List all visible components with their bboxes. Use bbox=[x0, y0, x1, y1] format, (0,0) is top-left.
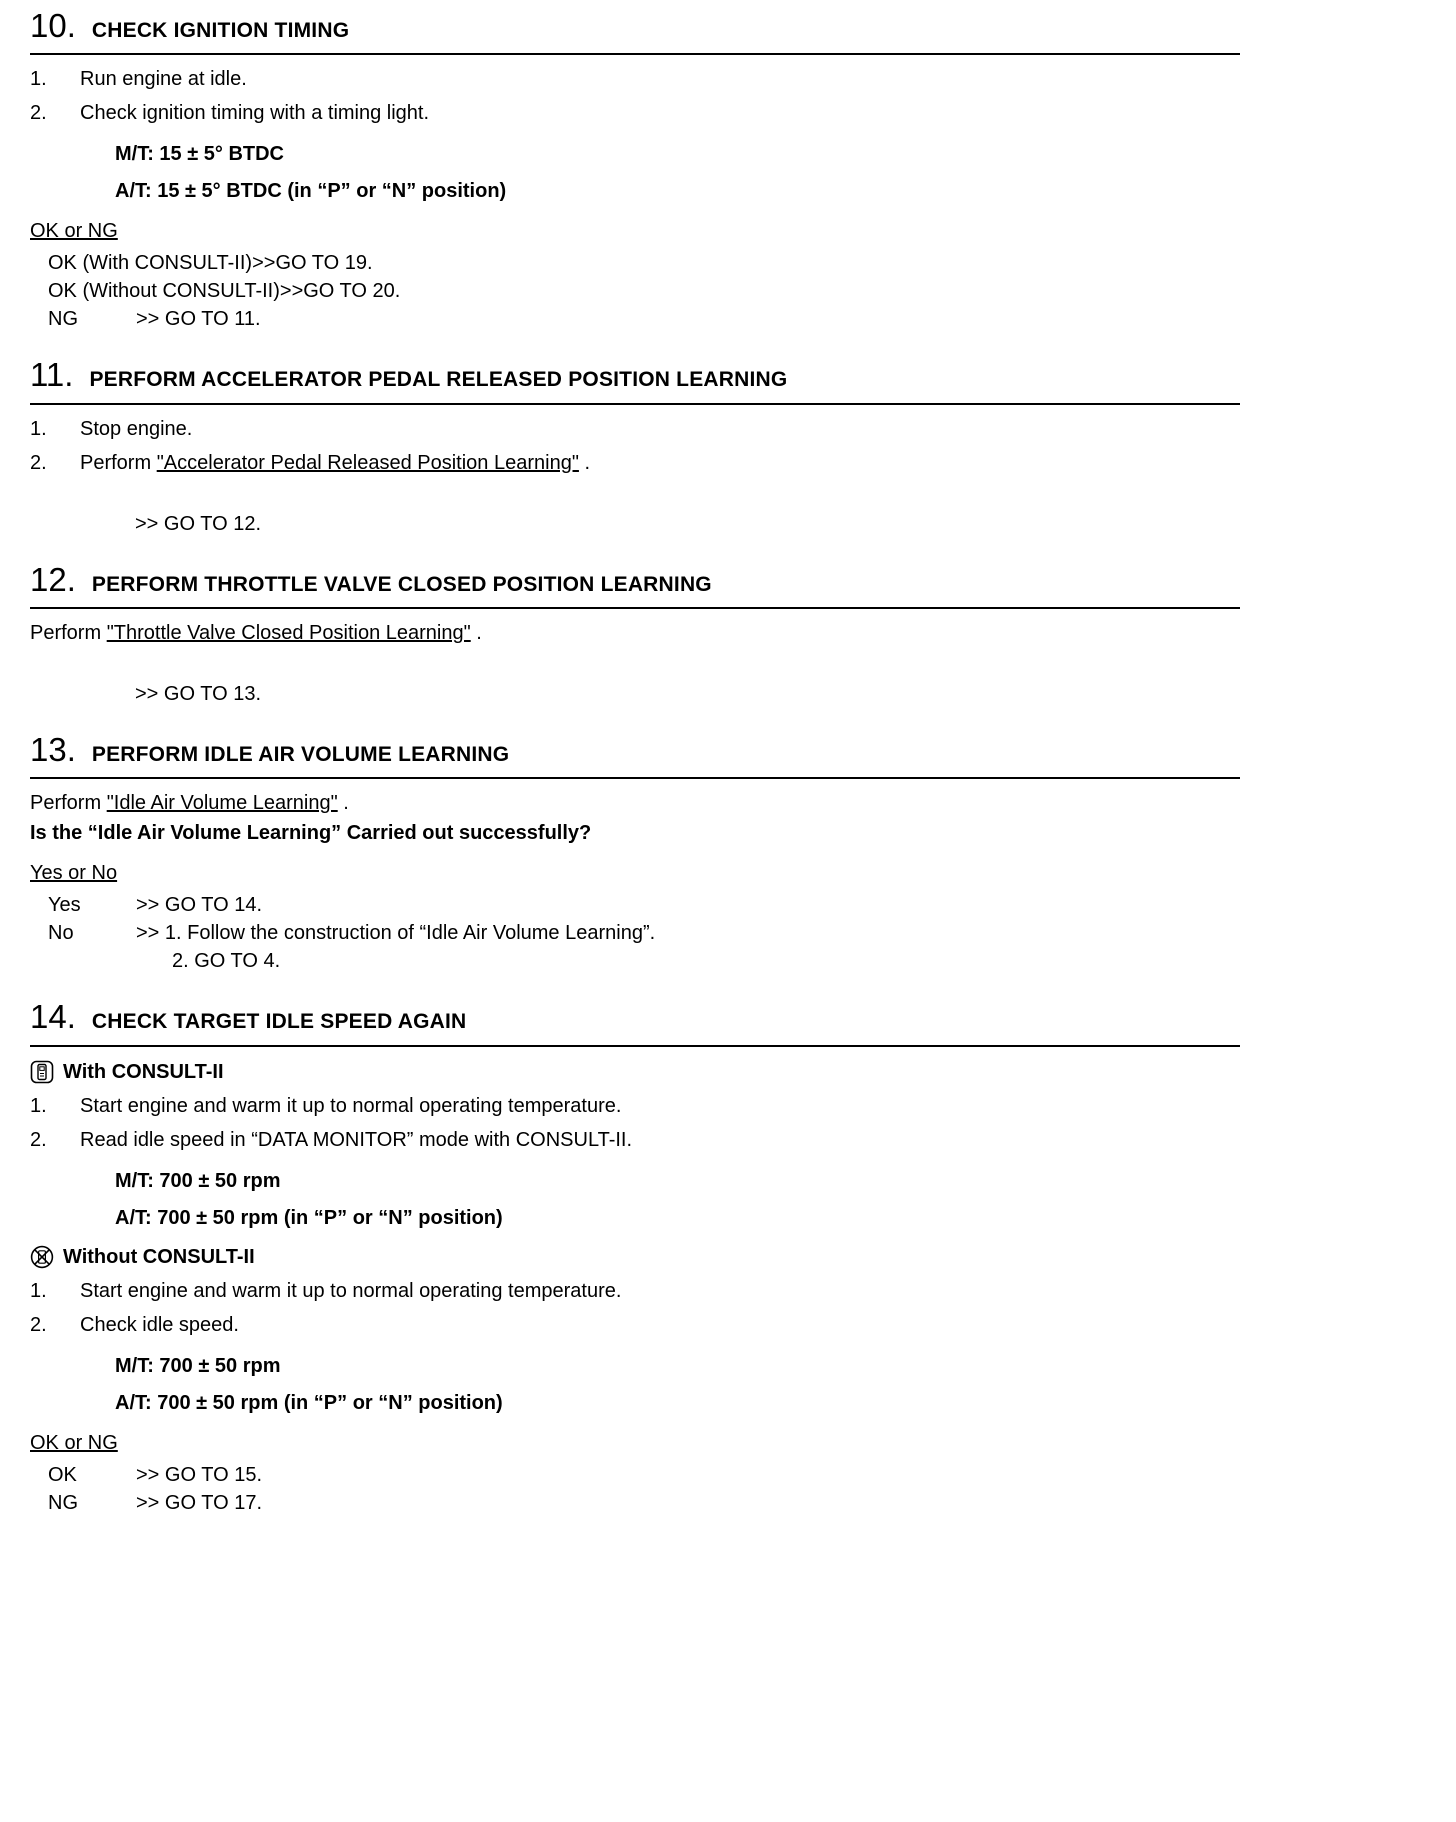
procedure-paragraph: Perform "Idle Air Volume Learning" . bbox=[30, 792, 349, 815]
goto-instruction: >> GO TO 12. bbox=[135, 512, 261, 535]
step-text: Run engine at idle. bbox=[80, 68, 247, 91]
result-row bbox=[48, 277, 1270, 305]
step-item bbox=[30, 66, 1270, 93]
step-item bbox=[30, 1312, 1270, 1339]
result-label: OK (Without CONSULT-II) bbox=[48, 280, 280, 303]
procedure-link[interactable]: "Accelerator Pedal Released Position Learning" bbox=[156, 451, 579, 474]
section-title: PERFORM ACCELERATOR PEDAL RELEASED POSITION LEARNING bbox=[89, 368, 788, 392]
step-item bbox=[30, 450, 1270, 477]
decision-label: OK or NG bbox=[30, 220, 118, 243]
result-label: NG bbox=[48, 1491, 78, 1514]
step-text: Start engine and warm it up to normal operating temperature. bbox=[80, 1094, 622, 1117]
result-label: OK bbox=[48, 1463, 77, 1486]
result-row bbox=[48, 1489, 1270, 1517]
result-action: >> GO TO 17. bbox=[136, 1491, 262, 1514]
result-action: >> GO TO 14. bbox=[136, 894, 262, 917]
section-number: 10. bbox=[30, 7, 76, 44]
procedure-section bbox=[30, 562, 1270, 708]
spec-line: M/T: 700 ± 50 rpm bbox=[115, 1354, 281, 1377]
procedure-section bbox=[30, 357, 1270, 537]
section-header bbox=[30, 8, 1270, 45]
spec-line: A/T: 15 ± 5° BTDC (in “P” or “N” position) bbox=[115, 180, 507, 203]
spec-block bbox=[115, 1168, 1270, 1232]
section-header bbox=[30, 357, 1270, 394]
step-list bbox=[30, 1093, 1270, 1154]
procedure-section bbox=[30, 732, 1270, 975]
section-header bbox=[30, 732, 1270, 769]
section-number: 11. bbox=[30, 356, 74, 394]
section-title: CHECK IGNITION TIMING bbox=[91, 19, 350, 42]
step-text: Read idle speed in “DATA MONITOR” mode with CONSULT-II. bbox=[80, 1128, 633, 1151]
spec-line: A/T: 700 ± 50 rpm (in “P” or “N” position) bbox=[115, 1206, 503, 1229]
section-divider bbox=[30, 607, 1240, 609]
result-action: >>GO TO 20. bbox=[279, 280, 401, 303]
section-divider bbox=[30, 403, 1240, 405]
result-label: NG bbox=[48, 308, 78, 331]
procedure-section bbox=[30, 999, 1270, 1516]
step-item bbox=[30, 1127, 1270, 1154]
step-number: 2. bbox=[30, 451, 47, 474]
result-row bbox=[48, 919, 1270, 947]
result-action: >> GO TO 11. bbox=[136, 308, 261, 331]
result-label: OK (With CONSULT-II) bbox=[48, 252, 253, 275]
spec-block bbox=[115, 1353, 1270, 1417]
spec-block bbox=[115, 141, 1270, 205]
result-action: >>GO TO 19. bbox=[252, 252, 373, 275]
results-block bbox=[48, 1461, 1270, 1517]
decision-label: OK or NG bbox=[30, 1431, 118, 1454]
document-body bbox=[30, 8, 1270, 1517]
step-text: Perform "Accelerator Pedal Released Position Learning" . bbox=[80, 451, 591, 474]
consult-subheading-label: With CONSULT-II bbox=[63, 1060, 224, 1083]
step-number: 2. bbox=[30, 102, 47, 125]
result-action: 2. GO TO 4. bbox=[172, 950, 281, 973]
step-text: Start engine and warm it up to normal operating temperature. bbox=[80, 1279, 622, 1302]
step-item bbox=[30, 100, 1270, 127]
step-number: 2. bbox=[30, 1128, 47, 1151]
section-number: 13. bbox=[30, 731, 76, 769]
question-line: Is the “Idle Air Volume Learning” Carried out successfully? bbox=[30, 822, 592, 845]
step-text: Check ignition timing with a timing light. bbox=[80, 102, 430, 125]
result-action: >> GO TO 15. bbox=[136, 1463, 262, 1486]
goto-instruction: >> GO TO 13. bbox=[135, 683, 261, 706]
step-item bbox=[30, 416, 1270, 443]
step-text: Check idle speed. bbox=[80, 1313, 239, 1336]
result-label: Yes bbox=[48, 894, 81, 917]
spec-line: A/T: 700 ± 50 rpm (in “P” or “N” position) bbox=[115, 1391, 503, 1414]
step-list bbox=[30, 66, 1270, 127]
section-header bbox=[30, 999, 1270, 1036]
step-number: 2. bbox=[30, 1313, 47, 1336]
consult-subheading bbox=[30, 1244, 1270, 1271]
results-block bbox=[48, 249, 1270, 333]
section-title: PERFORM IDLE AIR VOLUME LEARNING bbox=[91, 743, 510, 767]
procedure-link[interactable]: "Throttle Valve Closed Position Learning" bbox=[106, 622, 471, 645]
result-row bbox=[48, 891, 1270, 919]
consult-subheading-label: Without CONSULT-II bbox=[63, 1245, 255, 1268]
step-number: 1. bbox=[30, 68, 47, 91]
section-title: PERFORM THROTTLE VALVE CLOSED POSITION LEARNING bbox=[91, 572, 712, 596]
result-row bbox=[48, 1461, 1270, 1489]
results-block bbox=[48, 891, 1270, 975]
step-item bbox=[30, 1278, 1270, 1305]
step-number: 1. bbox=[30, 417, 47, 440]
no-consult-ii-icon bbox=[30, 1245, 54, 1269]
procedure-link[interactable]: "Idle Air Volume Learning" bbox=[106, 792, 338, 815]
result-row bbox=[48, 947, 1270, 975]
step-text: Stop engine. bbox=[80, 417, 193, 440]
section-number: 14. bbox=[30, 998, 76, 1036]
section-title: CHECK TARGET IDLE SPEED AGAIN bbox=[91, 1010, 467, 1034]
step-number: 1. bbox=[30, 1094, 47, 1117]
result-row bbox=[48, 305, 1270, 333]
section-divider bbox=[30, 53, 1240, 55]
step-number: 1. bbox=[30, 1279, 47, 1302]
spec-line: M/T: 15 ± 5° BTDC bbox=[115, 143, 284, 166]
section-divider bbox=[30, 777, 1240, 779]
result-action: >> 1. Follow the construction of “Idle Air Volume Learning”. bbox=[136, 922, 656, 945]
step-list bbox=[30, 1278, 1270, 1339]
step-item bbox=[30, 1093, 1270, 1120]
result-label: No bbox=[48, 922, 74, 945]
section-header bbox=[30, 562, 1270, 599]
decision-label: Yes or No bbox=[30, 862, 118, 885]
spec-line: M/T: 700 ± 50 rpm bbox=[115, 1169, 281, 1192]
consult-ii-icon bbox=[30, 1060, 54, 1084]
consult-subheading bbox=[30, 1059, 1270, 1086]
procedure-section bbox=[30, 8, 1270, 333]
result-row bbox=[48, 249, 1270, 277]
section-number: 12. bbox=[30, 560, 76, 598]
step-list bbox=[30, 416, 1270, 477]
section-divider bbox=[30, 1045, 1240, 1047]
procedure-paragraph: Perform "Throttle Valve Closed Position Learning" . bbox=[30, 622, 482, 645]
